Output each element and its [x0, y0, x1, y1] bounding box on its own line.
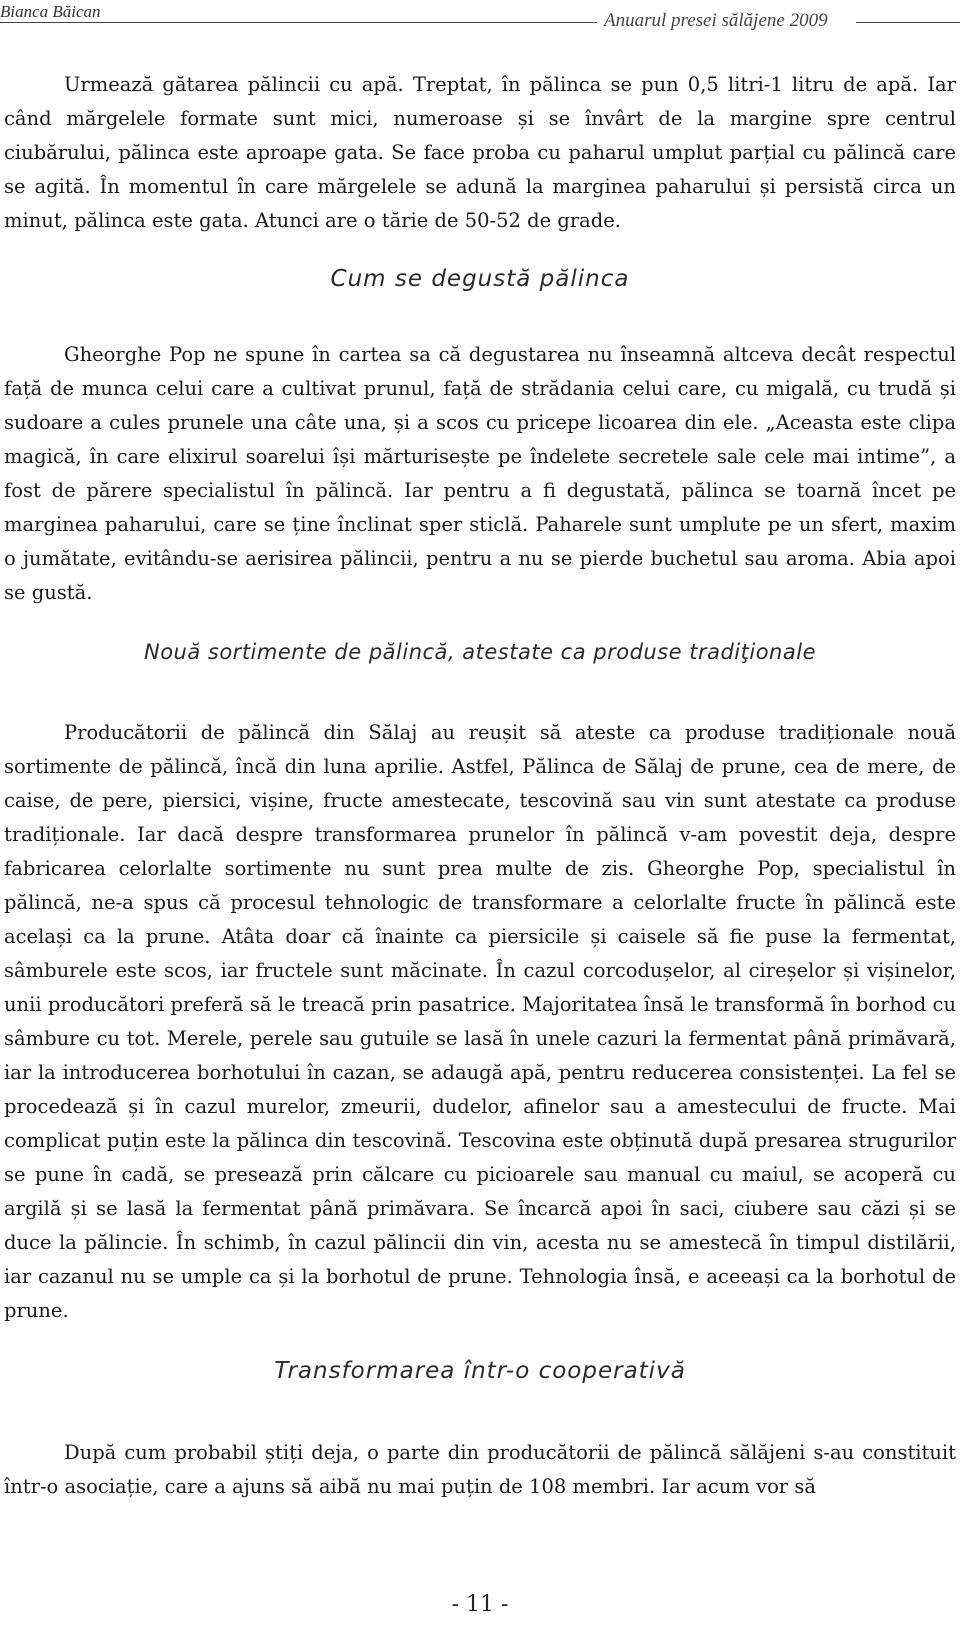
- paragraph-cooperative: După cum probabil știți deja, o parte din producătorii de pălincă sălăjeni s-au constituit într-o asociație, care a ajuns să aibă nu mai puțin de 108 membri. Iar acum vor să: [4, 1441, 956, 1498]
- page-number: - 11 -: [451, 1592, 509, 1617]
- header-rule-left: [0, 22, 597, 23]
- section-heading-cooperative: Transformarea într-o cooperativă: [274, 1358, 686, 1384]
- section-heading-nine-varieties: Nouă sortimente de pălincă, atestate ca produse tradiţionale: [143, 640, 816, 664]
- article-body: [4, 68, 956, 1504]
- paragraph-distillation-end: Urmează gătarea pălincii cu apă. Treptat, în pălinca se pun 0,5 litri-1 litru de apă. Iar când mărgelele formate sunt mici, numeroase și se învârt de la margine spre centrul ciubărului, pălinca este aproape gata. Se face proba cu paharul umplut parțial cu pălincă care se agită. În momentul în care mărgelele se adună la marginea paharului și persistă circa un minut, pălinca este gata. Atunci are o tărie de 50-52 de grade.: [4, 73, 956, 232]
- header-rule-right: [856, 22, 960, 23]
- header-journal-title: Anuarul presei sălăjene 2009: [604, 10, 828, 31]
- header-author: Bianca Băican: [0, 2, 101, 21]
- section-heading-tasting: Cum se degustă pălinca: [330, 266, 630, 292]
- paragraph-tasting: Gheorghe Pop ne spune în cartea sa că degustarea nu înseamnă altceva decât respectul față de munca celui care a cultivat prunul, față de strădania celui care, cu migală, cu trudă și sudoare a cules prunele una câte una, și a scos cu pricepe licoarea din ele. „Aceasta este clipa magică, în care elixirul soarelui își mărturisește pe îndelete secretele sale cele mai intime”, a fost de părere specialistul în pălincă. Iar pentru a fi degustată, pălinca se toarnă încet pe marginea paharului, care se ține înclinat sper sticlă. Paharele sunt umplute pe un sfert, maxim o jumătate, evitându-se aerisirea pălincii, pentru a nu se pierde buchetul sau aroma. Abia apoi se gustă.: [4, 343, 956, 604]
- paragraph-varieties: Producătorii de pălincă din Sălaj au reușit să ateste ca produse tradiționale nouă sortimente de pălincă, încă din luna aprilie. Astfel, Pălinca de Sălaj de prune, cea de mere, de caise, de pere, piersici, vișine, fructe amestecate, tescovină sau vin sunt atestate ca produse tradiționale. Iar dacă despre transformarea prunelor în pălincă v-am povestit deja, despre fabricarea celorlalte sortimente nu sunt prea multe de zis. Gheorghe Pop, specialistul în pălincă, ne-a spus că procesul tehnologic de transformare a celorlalte fructe în pălincă este același ca la prune. Atâta doar că înainte ca piersicile și caisele să fie puse la fermentat, sâmburele este scos, iar fructele sunt măcinate. În cazul corcodușelor, al cireșelor și vișinelor, unii producători preferă să le treacă prin pasatrice. Majoritatea însă le transformă în borhod cu sâmbure cu tot. Merele, perele sau gutuile se lasă în unele cazuri la fermentat până primăvară, iar la introducerea borhotului în cazan, se adaugă apă, pentru reducerea consistenței. La fel se procedează și în cazul murelor, zmeurii, dudelor, afinelor sau a amestecului de fructe. Mai complicat puțin este la pălinca din tescovină. Tescovina este obținută după presarea strugurilor se pune în cadă, se presează prin călcare cu picioarele sau manual cu maiul, se acoperă cu argilă și se lasă la fermentat până primăvara. Se încarcă apoi în saci, ciubere sau căzi și se duce la pălincie. În schimb, în cazul pălincii din vin, acesta nu se amestecă în timpul distilării, iar cazanul nu se umple ca și la borhotul de prune. Tehnologia însă, e aceeași ca la borhotul de prune.: [4, 721, 956, 1322]
- page-header: [0, 0, 960, 40]
